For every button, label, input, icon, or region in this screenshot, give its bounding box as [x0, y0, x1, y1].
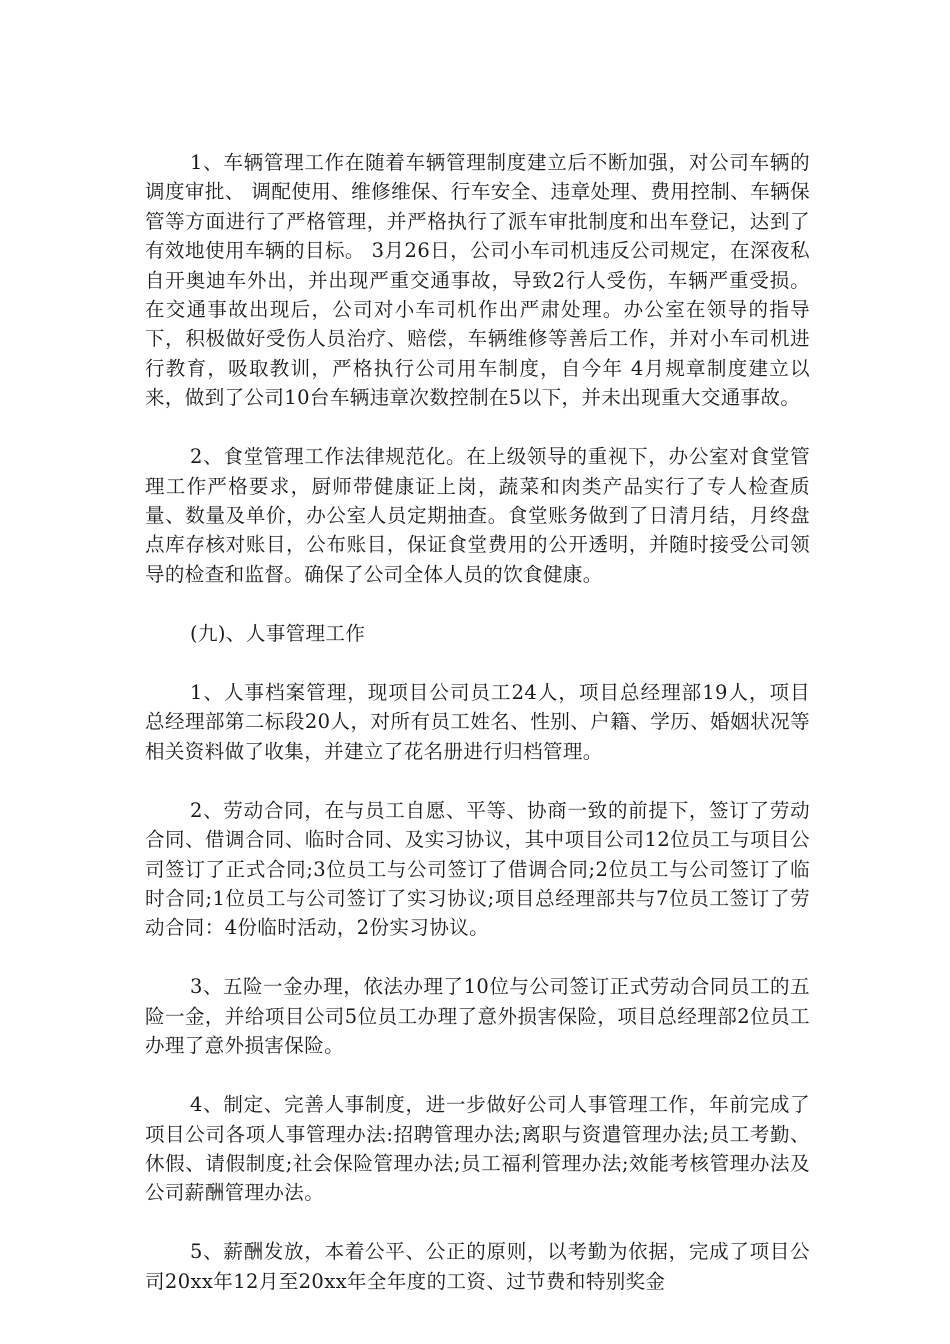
paragraph-social-insurance: 3、五险一金办理，依法办理了10位与公司签订正式劳动合同员工的五险一金，并给项目公司5位员工办理了意外损害保险，项目总经理部2位员工办理了意外损害保险。 — [145, 975, 810, 1058]
paragraph-personnel-policies: 4、制定、完善人事制度，进一步做好公司人事管理工作，年前完成了项目公司各项人事管理办法:招聘管理办法;离职与资遣管理办法;员工考勤、休假、请假制度;社会保险管理办法;员工福利管理办法;效能考核管理办法及公司薪酬管理办法。 — [145, 1093, 810, 1205]
paragraph-canteen-management: 2、食堂管理工作法律规范化。在上级领导的重视下，办公室对食堂管理工作严格要求，厨师带健康证上岗，蔬菜和肉类产品实行了专人检查质量、数量及单价，办公室人员定期抽查。食堂账务做到了日清月结，月终盘点库存核对账目，公布账目，保证食堂费用的公开透明，并随时接受公司领导的检查和监督。确保了公司全体人员的饮食健康。 — [145, 445, 810, 586]
paragraph-labor-contracts: 2、劳动合同，在与员工自愿、平等、协商一致的前提下，签订了劳动合同、借调合同、临时合同、及实习协议，其中项目公司12位员工与项目公司签订了正式合同;3位员工与公司签订了借调合同;2位员工与公司签订了临时合同;1位员工与公司签订了实习协议;项目总经理部共与7位员工签订了劳动合同：4份临时活动，2份实习协议。 — [145, 798, 810, 940]
paragraph-vehicle-management: 1、车辆管理工作在随着车辆管理制度建立后不断加强，对公司车辆的调度审批、 调配使用、维修维保、行车安全、违章处理、费用控制、车辆保管等方面进行了严格管理，并严格执行了派车审批制度和出车登记，达到了有效地使用车辆的目标。 3月26日，公司小车司机违反公司规定，在深夜私自开奥迪车外出，并出现严重交通事故，导致2行人受伤，车辆严重受损。在交通事故出现后，公司对小车司机作出严肃处理。办公室在领导的指导下，积极做好受伤人员治疗、赔偿，车辆维修等善后工作，并对小车司机进行教育，吸取教训，严格执行公司用车制度，自今年 4月规章制度建立以来，做到了公司10台车辆违章次数控制在5以下，并未出现重大交通事故。 — [145, 151, 810, 410]
document-page — [145, 148, 810, 1326]
paragraph-salary-payment: 5、薪酬发放，本着公平、公正的原则，以考勤为依据，完成了项目公司20xx年12月至20xx年全年度的工资、过节费和特别奖金 — [145, 1240, 810, 1293]
paragraph-personnel-archives: 1、人事档案管理，现项目公司员工24人，项目总经理部19人，项目总经理部第二标段20人，对所有员工姓名、性别、户籍、学历、婚姻状况等相关资料做了收集，并建立了花名册进行归档管理。 — [145, 680, 810, 763]
section-heading: (九)、人事管理工作 — [190, 621, 366, 645]
